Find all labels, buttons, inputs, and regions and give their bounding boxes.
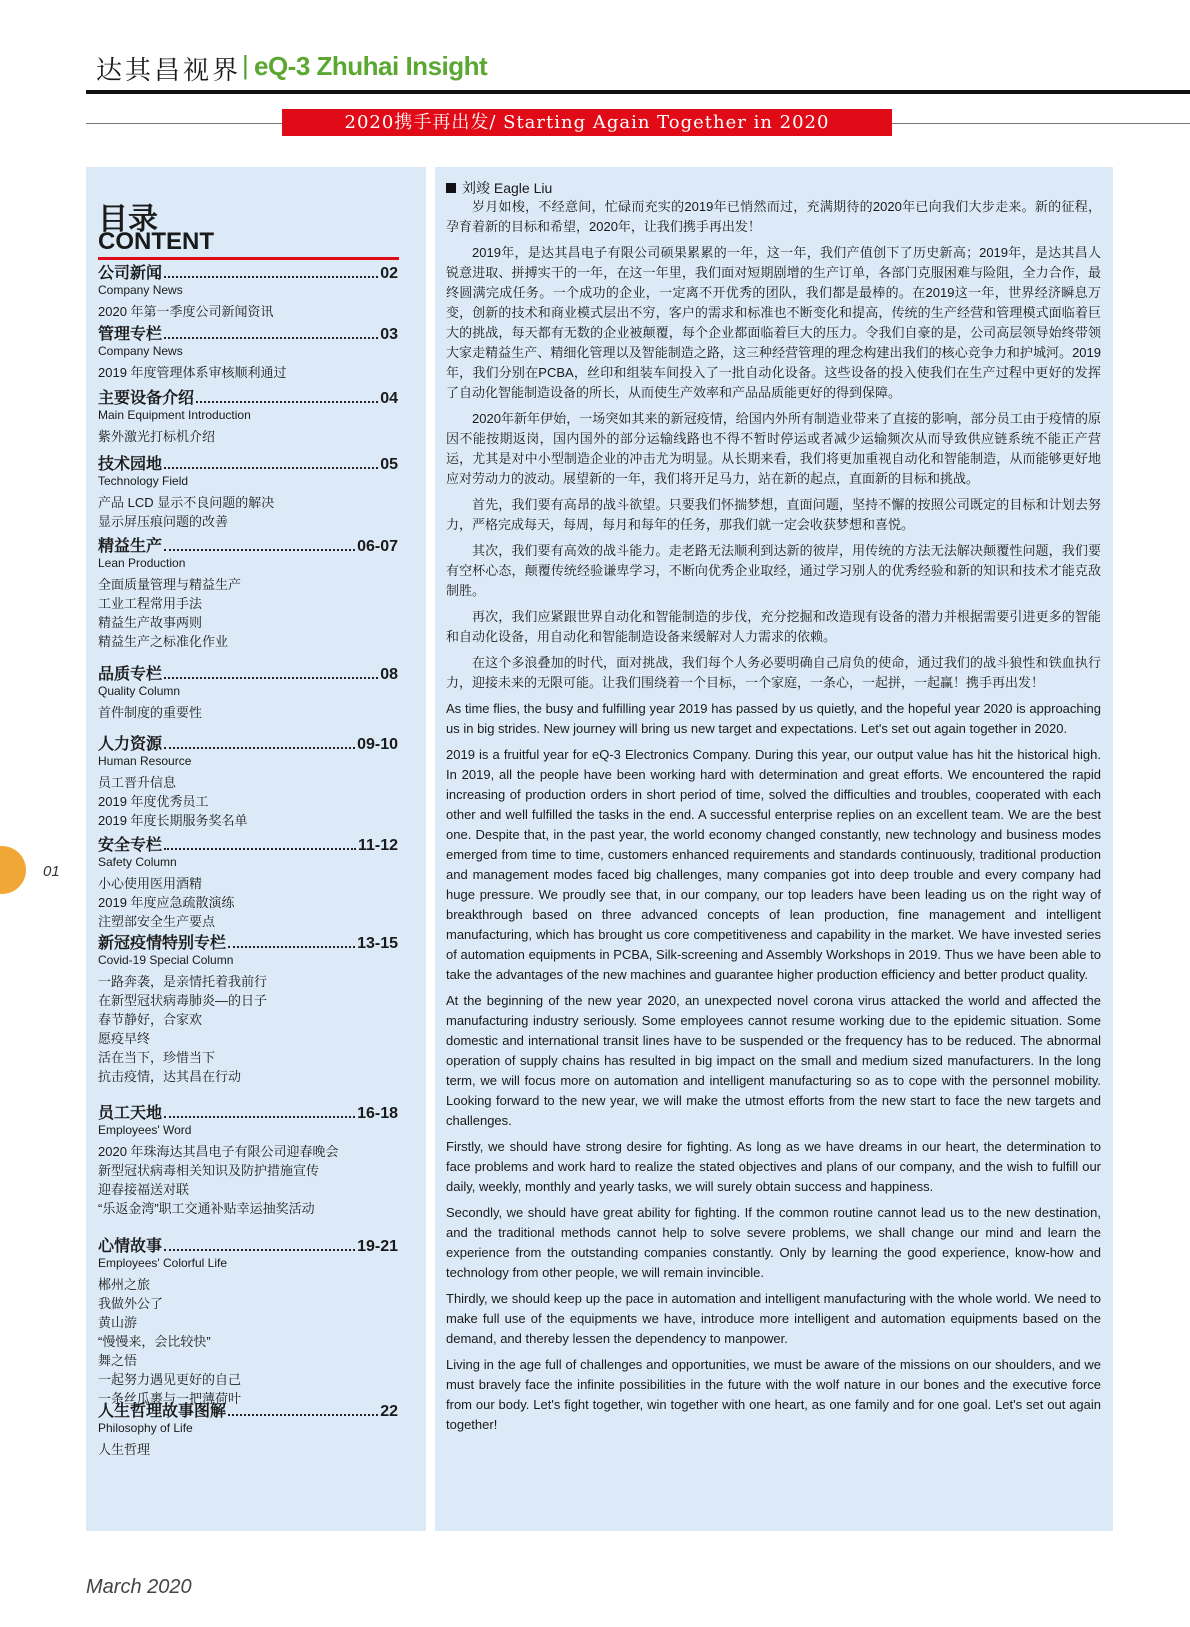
issue-banner: 2020携手再出发/ Starting Again Together in 2020 [282,109,892,136]
toc-entry-title: 人力资源 [98,736,163,753]
toc-entry-page: 19-21 [357,1238,398,1255]
toc-entry-heading [98,1398,398,1421]
article-paragraph-cn: 2020年新年伊始，一场突如其来的新冠疫情，给国内外所有制造业带来了直接的影响，部分员工由于疫情的原因不能按期返岗，国内国外的部分运输线路也不得不暂时停运或者减少运输频次从而导致供应链系统不能正产营运，尤其是对中小型制造企业的冲击尤为明显。从长期来看，我们将更加重视自动化和智能制造，从而能够更好地应对劳动力的波动。展望新的一年，我们将开足马力，站在新的起点，直面新的目标和挑战。 [446,411,1101,486]
toc-entry[interactable] [98,930,398,1086]
toc-entry-items [98,575,398,651]
bullet-square-icon [446,183,456,193]
toc-entry-subtitle: Employees' Word [98,1123,192,1137]
toc-entry-title: 精益生产 [98,538,163,555]
toc-entry-page: 16-18 [357,1105,398,1122]
toc-entry-items [98,1440,398,1459]
toc-item: 紫外激光打标机介绍 [98,429,216,444]
toc-item: 首件制度的重要性 [98,705,203,720]
header-separator: | [242,50,249,80]
toc-item: 迎春接福送对联 [98,1182,190,1197]
toc-entry[interactable] [98,731,398,830]
toc-entry[interactable] [98,1398,398,1459]
toc-leader-dots [164,747,355,749]
toc-entry-items [98,972,398,1086]
toc-leader-dots [164,848,356,850]
toc-item: 郴州之旅 [98,1277,151,1292]
toc-item: 产品 LCD 显示不良问题的解决 [98,495,275,510]
toc-entry-title: 安全专栏 [98,837,163,854]
toc-entry-title: 技术园地 [98,456,163,473]
toc-entry-heading [98,260,398,283]
toc-leader-dots [164,549,355,551]
toc-entry-heading [98,1233,398,1256]
toc-entry-title: 员工天地 [98,1105,163,1122]
toc-entry[interactable] [98,1233,398,1408]
toc-entry[interactable] [98,661,398,722]
toc-entry[interactable] [98,260,398,321]
article-paragraph-en: At the beginning of the new year 2020, an unexpected novel corona virus attacked the world and affected the manufacturing industry seriously. Some employees cannot resume working due to the epidemic situation. Some domestic and international transit lines have to be suspended or the frequency has to be reduced. The abnormal operation of supply chains has resulted in big impact on the small and medium sized manufacturers. In the long term, we will focus more on automation and intelligent manufacturing so as to cope with the personnel mobility. Looking forward to the new year, we will make the utmost efforts from the new start to face the new targets and challenges. [446,993,1101,1128]
toc-entry-subtitle: Quality Column [98,684,181,698]
toc-entry-heading [98,533,398,556]
toc-title-cn: 目录 [98,203,158,236]
toc-item: 注塑部安全生产要点 [98,914,216,929]
toc-leader-dots [228,1414,378,1416]
toc-entry-page: 04 [380,390,398,407]
article-paragraph-cn: 其次，我们要有高效的战斗能力。走老路无法顺利到达新的彼岸，用传统的方法无法解决颠覆性问题，我们要有空杯心态，颠覆传统经验谦卑学习，不断向优秀企业取经，通过学习别人的优秀经验和新的知识和技术才能克敌制胜。 [446,543,1101,598]
toc-item: 我做外公了 [98,1296,164,1311]
toc-item: 春节静好，合家欢 [98,1012,203,1027]
toc-item: “乐返金湾”职工交通补贴幸运抽奖活动 [98,1201,315,1216]
toc-entry-heading [98,930,398,953]
toc-entry-heading [98,321,398,344]
toc-leader-dots [164,677,378,679]
toc-entry-title: 管理专栏 [98,326,163,343]
article-paragraph-cn: 2019年，是达其昌电子有限公司硕果累累的一年，这一年，我们产值创下了历史新高；2019年，是达其昌人锐意进取、拼搏实干的一年，在这一年里，我们面对短期剧增的生产订单，各部门克服困难与险阻，全力合作，最终圆满完成任务。一个成功的企业，一定离不开优秀的团队，我们都是最棒的。在2019这一年，世界经济瞬息万变，创新的技术和商业模式层出不穷，客户的需求和标准也不断变化和提高，传统的生产经营和管理模式面临着巨大的挑战，每天都有无数的企业被颠覆，每个企业都面临着巨大的压力。令我们自豪的是，公司高层领导始终带领大家走精益生产、精细化管理以及智能制造之路，这三种经营管理的理念构建出我们的核心竞争力和护城河。2019年，我们分别在PCBA，丝印和组装车间投入了一批自动化设备。这些设备的投入使我们在生产过程中更好的发挥了自动化智能制造设备的所长，从而使生产效率和产品品质能更好的得到保障。 [446,245,1101,400]
toc-item: 小心使用医用酒精 [98,876,203,891]
footer-date: March 2020 [86,1576,192,1598]
toc-item: 黄山游 [98,1315,138,1330]
toc-entry-subtitle: Human Resource [98,754,192,768]
article-paragraph-en: 2019 is a fruitful year for eQ-3 Electronics Company. During this year, our output value has hit the historical high. In 2019, all the people have been working hard with determination and great efforts. We encountered the rapid increasing of production orders in short period of time, solved the difficulties and troubles, cooperated with each other and well fulfilled the tasks in the end. A successful enterprise replies on an excellent team. We are the best one. Despite that, in the past year, the world economy changed constantly, new technology and business modes emerged from time to time, customers enhanced requirements and standards continuously, traditional production and management modes faced big challenges, many companies got into deep trouble and every company had huge pressure. We proudly see that, in our company, our top leaders have been leading us on the right way of breakthrough based on three advanced concepts of lean production, fine management and intelligent manufacturing, which has brought us core competitiveness and capability in the market. We have invested series of automation equipments in PCBA, Silk-screening and Assembly Workshops in 2019. Thus we have been able to take the advantages of the new machines and guarantee higher production efficiency and better product quality. [446,747,1101,982]
toc-entry-subtitle: Employees' Colorful Life [98,1256,228,1270]
toc-entry-heading [98,832,398,855]
toc-item: 2020 年第一季度公司新闻资讯 [98,304,274,319]
toc-entry-heading [98,1100,398,1123]
toc-entry-title: 心情故事 [98,1238,163,1255]
toc-item: 人生哲理 [98,1442,151,1457]
article-paragraph-en: Firstly, we should have strong desire for fighting. As long as we have dreams in our heart, the determination to face problems and work hard to realize the stated objectives and plans of our company, and the wish to fulfill our daily, weekly, monthly and yearly tasks, we will surely obtain success and happiness. [446,1139,1101,1194]
toc-entry-title: 新冠疫情特别专栏 [98,935,227,952]
toc-item: 新型冠状病毒相关知识及防护措施宣传 [98,1163,320,1178]
toc-entry-subtitle: Covid-19 Special Column [98,953,234,967]
toc-entry-heading [98,661,398,684]
toc-entry-title: 公司新闻 [98,265,163,282]
toc-entry-page: 22 [380,1403,398,1420]
toc-entry-page: 06-07 [357,538,398,555]
article-paragraph-en: Living in the age full of challenges and opportunities, we must be aware of the missions on our shoulders, and we must bravely face the infinite possibilities in the future with the wolf nature in our bones and the executive force from our body. Let's fight together, win together with one heart, as one family and for one goal. Let's set out again together! [446,1357,1101,1432]
article-paragraph-en: Thirdly, we should keep up the pace in automation and intelligent manufacturing with the whole world. We need to make full use of the equipments we have, introduce more intelligent and automation equipments based on the demand, and thereby lessen the dependency to manpower. [446,1291,1101,1346]
toc-entry[interactable] [98,533,398,651]
toc-entry-items [98,427,398,446]
toc-entry-items [98,773,398,830]
toc-entry-items [98,874,398,931]
header-title-cn: 达其昌视界 [96,56,242,86]
toc-entry-page: 13-15 [357,935,398,952]
header-rule [86,90,1190,94]
article-body [446,197,1101,1441]
toc-item: 2019 年度管理体系审核顺利通过 [98,365,287,380]
toc-item: 显示屏压痕问题的改善 [98,514,229,529]
toc-entry-page: 11-12 [357,837,398,854]
toc-entry[interactable] [98,832,398,931]
toc-item: 2019 年度长期服务奖名单 [98,813,248,828]
toc-entry-page: 05 [380,456,398,473]
toc-leader-dots [196,401,378,403]
toc-entry-subtitle: Company News [98,283,183,297]
toc-entry-subtitle: Lean Production [98,556,186,570]
toc-item: 全面质量管理与精益生产 [98,577,242,592]
article-paragraph-en: Secondly, we should have great ability for fighting. If the common routine cannot lead us to the new destination, and the traditional methods cannot help to solve severe problems, we shall change our mind and learn the experience from the outstanding companies constantly. Only by learning the good experience, know-how and technology from other people, we will remain invincible. [446,1205,1101,1280]
toc-entry-title: 品质专栏 [98,666,163,683]
toc-entry-subtitle: Main Equipment Introduction [98,408,251,422]
toc-entry-subtitle: Safety Column [98,855,177,869]
toc-item: “慢慢来，会比较快” [98,1334,211,1349]
toc-entry-items [98,1142,398,1218]
toc-title-en: CONTENT [98,228,214,255]
toc-leader-dots [164,467,378,469]
toc-entry-title: 主要设备介绍 [98,390,195,407]
toc-entry-items [98,493,398,531]
toc-entry-heading [98,731,398,754]
toc-item: 精益生产故事两则 [98,615,203,630]
toc-item: 舞之悟 [98,1353,138,1368]
toc-leader-dots [164,276,378,278]
article-paragraph-cn: 首先，我们要有高昂的战斗欲望。只要我们怀揣梦想，直面问题，坚持不懈的按照公司既定的目标和计划去努力，严格完成每天，每周，每月和每年的任务，那我们就一定会收获梦想和喜悦。 [446,497,1101,532]
toc-item: 愿疫早终 [98,1031,151,1046]
article-paragraph-cn: 再次，我们应紧跟世界自动化和智能制造的步伐，充分挖掘和改造现有设备的潜力并根据需要引进更多的智能和自动化设备，用自动化和智能制造设备来缓解对人力需求的依赖。 [446,609,1101,644]
toc-entry-items [98,302,398,321]
article-paragraph-cn: 岁月如梭，不经意间，忙碌而充实的2019年已悄然而过，充满期待的2020年已向我们大步走来。新的征程，孕育着新的目标和希望，2020年，让我们携手再出发！ [446,199,1101,234]
toc-entry-items [98,363,398,382]
toc-entry-heading [98,385,398,408]
article-author [446,178,552,198]
toc-item: 工业工程常用手法 [98,596,203,611]
toc-entry-page: 02 [380,265,398,282]
toc-item: 2019 年度优秀员工 [98,794,209,809]
header-title-en: eQ-3 Zhuhai Insight [254,51,488,81]
article-paragraph-en: As time flies, the busy and fulfilling year 2019 has passed by us quietly, and the hopeful year 2020 is approaching us in big strides. New journey will bring us new target and expectations. Let's set out again together in 2020. [446,701,1101,736]
toc-item: 员工晋升信息 [98,775,177,790]
toc-entry-page: 03 [380,326,398,343]
toc-leader-dots [164,337,378,339]
toc-entry[interactable] [98,321,398,382]
toc-item: 一条丝瓜裹与一把薄荷叶 [98,1391,242,1406]
toc-item: 一路奔袭，是亲情托着我前行 [98,974,268,989]
toc-leader-dots [228,946,355,948]
toc-entry-items [98,1275,398,1408]
toc-item: 活在当下，珍惜当下 [98,1050,216,1065]
toc-item: 在新型冠状病毒肺炎—的日子 [98,993,268,1008]
toc-leader-dots [164,1249,355,1251]
toc-entry[interactable] [98,1100,398,1218]
toc-entry-heading [98,451,398,474]
toc-entry-subtitle: Company News [98,344,183,358]
toc-entry-subtitle: Philosophy of Life [98,1421,193,1435]
toc-entry-title: 人生哲理故事图解 [98,1403,227,1420]
toc-item: 精益生产之标准化作业 [98,634,229,649]
author-name: 刘竣 Eagle Liu [462,180,553,196]
toc-entry[interactable] [98,385,398,446]
page-tab-marker [0,846,26,894]
toc-entry-page: 08 [380,666,398,683]
toc-entry-items [98,703,398,722]
toc-item: 2019 年度应急疏散演练 [98,895,235,910]
toc-item: 2020 年珠海达其昌电子有限公司迎春晚会 [98,1144,339,1159]
article-paragraph-cn: 在这个多浪叠加的时代，面对挑战，我们每个人务必要明确自己肩负的使命，通过我们的战斗狼性和铁血执行力，迎接未来的无限可能。让我们围绕着一个目标，一个家庭，一条心，一起拼，一起赢！携手再出发！ [446,655,1101,690]
toc-entry-page: 09-10 [357,736,398,753]
toc-leader-dots [164,1116,355,1118]
toc-entry-subtitle: Technology Field [98,474,189,488]
page-number: 01 [43,863,60,880]
toc-item: 一起努力遇见更好的自己 [98,1372,242,1387]
toc-item: 抗击疫情，达其昌在行动 [98,1069,242,1084]
toc-entry[interactable] [98,451,398,531]
